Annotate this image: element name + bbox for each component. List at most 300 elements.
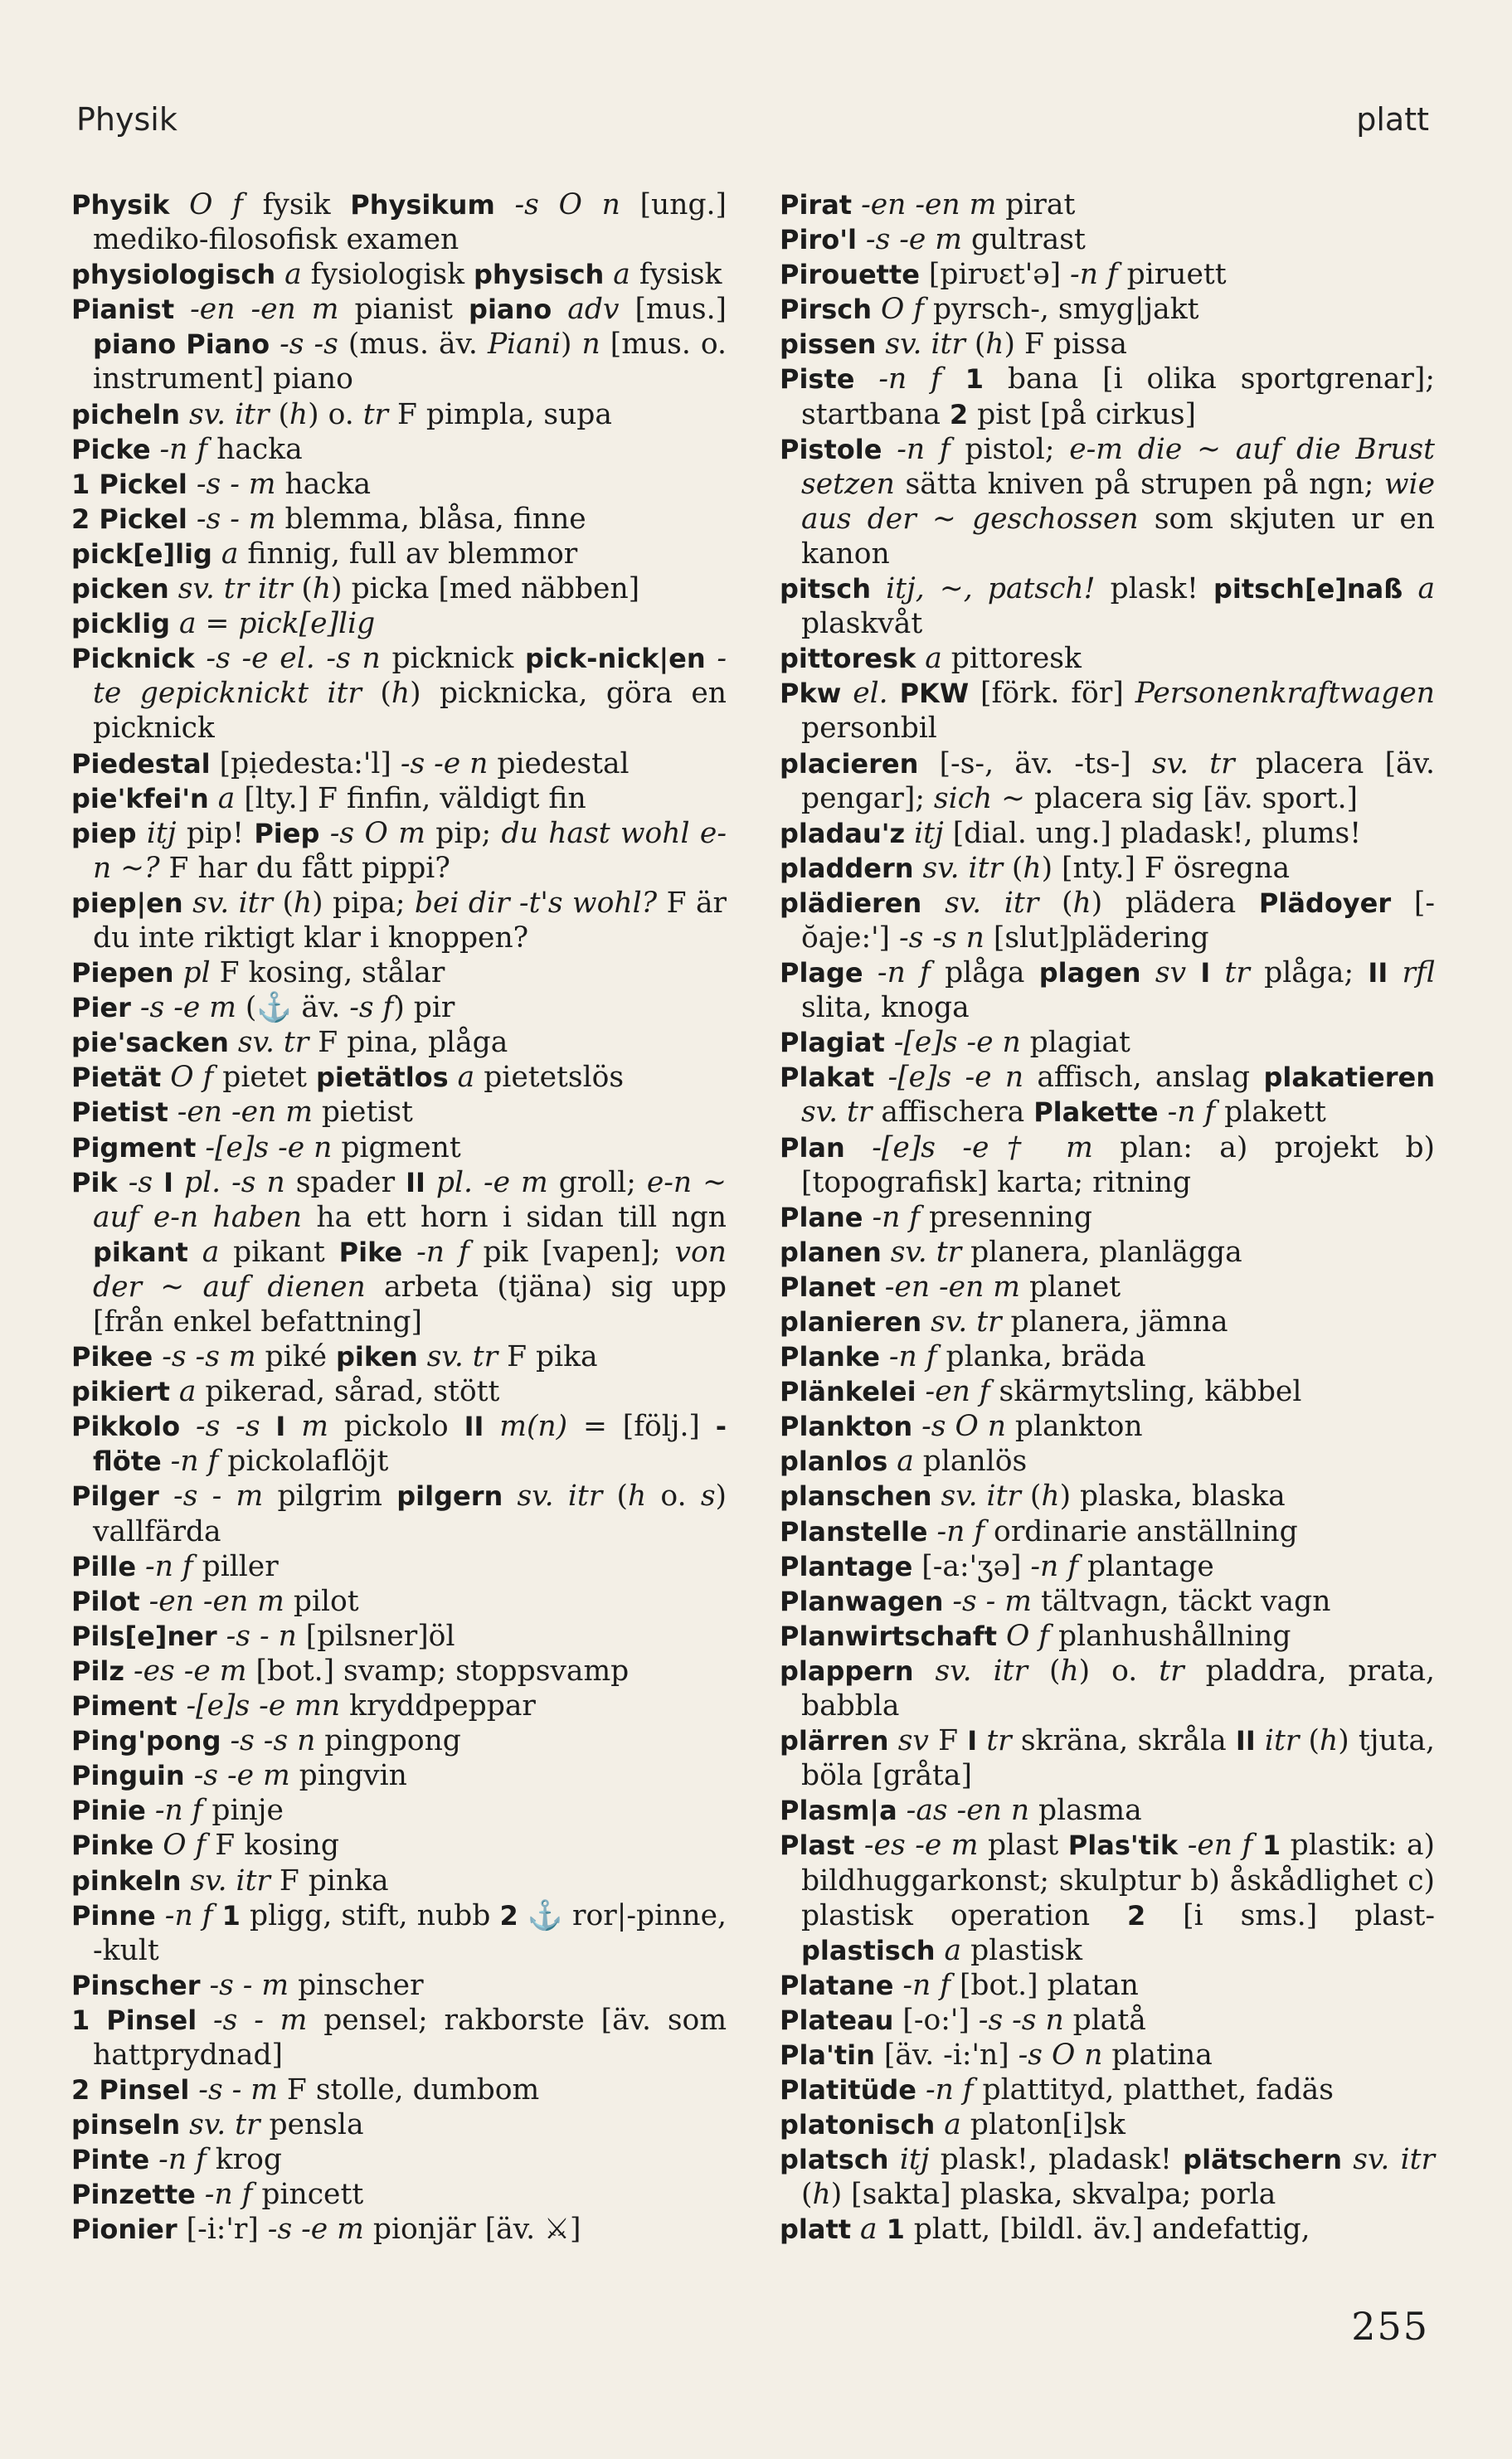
definition-text: F pinka xyxy=(270,1864,389,1898)
grammar-note: -s -s n xyxy=(978,2003,1064,2037)
headword: Picknick xyxy=(71,643,195,675)
grammar-note: -[e]s -e† m xyxy=(872,1130,1093,1164)
definition-text xyxy=(912,1410,921,1443)
definition-text: piruett xyxy=(1117,258,1227,292)
definition-text xyxy=(1388,956,1402,989)
definition-text: planka, bräda xyxy=(936,1340,1146,1374)
grammar-note: sv xyxy=(1155,956,1187,990)
definition-text: pionjär [äv. ⚔] xyxy=(363,2213,581,2247)
definition-text: pinscher xyxy=(289,1968,424,2002)
definition-text: [äv. -i:'n] xyxy=(874,2038,1019,2072)
grammar-note: -s -e el. -s n xyxy=(206,642,381,676)
definition-text: pietet xyxy=(213,1061,316,1095)
definition-text xyxy=(1186,956,1200,989)
definition-text: ( xyxy=(361,677,391,711)
definition-text: plask! xyxy=(1095,572,1213,606)
dictionary-entry xyxy=(71,467,727,502)
definition-text: ) [nty.] F ösregna xyxy=(1041,851,1291,885)
headword: pladau'z xyxy=(780,817,906,849)
headword: Plage xyxy=(780,957,863,989)
dictionary-entry xyxy=(780,1374,1435,1409)
grammar-note: el. xyxy=(853,677,888,711)
definition-text: affischera xyxy=(872,1096,1034,1130)
grammar-note: -n f xyxy=(145,1549,193,1583)
grammar-note: m(n) xyxy=(499,1410,568,1444)
definition-text xyxy=(1256,1724,1265,1757)
definition-text xyxy=(180,398,189,431)
definition-text: skärmytsling, käbbel xyxy=(989,1375,1302,1409)
definition-text xyxy=(916,642,925,675)
definition-text xyxy=(977,1724,986,1757)
grammar-note: -en -en m xyxy=(177,1096,313,1130)
grammar-note: -[e]s -e n xyxy=(205,1130,333,1164)
grammar-note: -en f xyxy=(925,1375,990,1409)
dictionary-entry xyxy=(71,1723,727,1758)
definition-text: bana [i olika sportgrenar]; startbana xyxy=(801,362,1435,431)
dictionary-entry xyxy=(71,1130,727,1165)
headword: Pinscher xyxy=(71,1969,201,2001)
definition-text: piedestal xyxy=(488,746,630,780)
definition-text: pip! xyxy=(176,816,255,850)
grammar-note: sv. itr xyxy=(941,1480,1021,1514)
definition-text: plasma xyxy=(1029,1794,1142,1828)
definition-text xyxy=(187,468,197,501)
grammar-note: O f xyxy=(163,1829,207,1863)
definition-text: (⚓ äv. xyxy=(236,991,350,1025)
headword: Pier xyxy=(71,992,131,1024)
definition-text xyxy=(921,887,945,920)
headword: platonisch xyxy=(780,2109,936,2141)
grammar-note: pl. -e m xyxy=(435,1165,548,1199)
definition-text xyxy=(402,1236,416,1269)
headword: Pinzette xyxy=(71,2179,196,2211)
headword: pikant xyxy=(93,1236,188,1268)
headword: pinseln xyxy=(71,2109,181,2141)
definition-text xyxy=(1178,1829,1188,1862)
headword: platt xyxy=(780,2214,852,2246)
definition-text xyxy=(878,2213,887,2246)
definition-text xyxy=(845,1131,872,1164)
definition-text xyxy=(118,1166,129,1199)
grammar-note: -s O n xyxy=(921,1410,1006,1444)
headword: II xyxy=(406,1166,425,1198)
headword: piano xyxy=(93,328,177,361)
definition-text xyxy=(503,1480,517,1513)
grammar-note: -s -e m xyxy=(267,2213,364,2247)
dictionary-entry xyxy=(71,1479,727,1548)
grammar-note: -s - n xyxy=(226,1619,297,1653)
grammar-note: tr xyxy=(1159,1654,1184,1688)
dictionary-entry xyxy=(780,1025,1435,1060)
definition-text: platon[i]sk xyxy=(960,2108,1125,2142)
grammar-note: a xyxy=(613,258,630,292)
running-header-left: Physik xyxy=(76,101,177,138)
definition-text: [mus.] xyxy=(619,293,727,327)
grammar-note: pl xyxy=(182,956,211,990)
dictionary-entry xyxy=(71,397,727,432)
definition-text xyxy=(1141,956,1155,989)
dictionary-entry xyxy=(71,1828,727,1863)
definition-text: ⚓ ror|-pinne, -kult xyxy=(93,1898,727,1967)
grammar-note: -n f xyxy=(204,2178,253,2212)
definition-text xyxy=(889,1724,898,1757)
dictionary-entry xyxy=(71,1898,727,1968)
headword: Plast xyxy=(780,1830,855,1862)
grammar-note: a xyxy=(1417,572,1436,606)
definition-text: affisch, anslag xyxy=(1023,1061,1264,1095)
headword: Pirat xyxy=(780,189,853,221)
headword: Pinie xyxy=(71,1795,146,1827)
grammar-note: h xyxy=(812,2178,831,2212)
headword: 2 Pinsel xyxy=(71,2074,190,2107)
headword: Ping'pong xyxy=(71,1725,221,1757)
definition-text xyxy=(212,537,221,571)
grammar-note: -n f xyxy=(416,1235,469,1269)
dictionary-entry xyxy=(780,1723,1435,1793)
dictionary-entry xyxy=(780,676,1435,746)
dictionary-entry xyxy=(780,187,1435,222)
definition-text: pingvin xyxy=(289,1759,407,1793)
definition-text xyxy=(151,433,160,466)
dictionary-entry xyxy=(780,327,1435,362)
definition-text xyxy=(124,1655,134,1688)
definition-text: ) o. xyxy=(308,397,363,431)
right-column xyxy=(780,187,1435,2248)
definition-text xyxy=(1210,956,1224,989)
definition-text: pilgrim xyxy=(263,1480,397,1514)
grammar-note: von der ~ auf dienen xyxy=(93,1235,727,1304)
headword: I xyxy=(967,1725,978,1757)
definition-text xyxy=(887,1445,897,1478)
headword: planschen xyxy=(780,1480,932,1513)
dictionary-entry xyxy=(71,432,727,467)
headword: piano xyxy=(469,294,552,326)
definition-text: [-a:'ʒə] xyxy=(912,1549,1031,1583)
dictionary-entry xyxy=(71,816,727,886)
dictionary-entry xyxy=(780,1968,1435,2003)
headword: 1 xyxy=(221,1899,241,1932)
definition-text: placera sig [äv. sport.] xyxy=(1025,781,1358,815)
definition-text: ( xyxy=(1002,851,1023,885)
headword: PKW xyxy=(899,678,970,710)
grammar-note: a xyxy=(860,2213,878,2247)
definition-text xyxy=(169,572,178,605)
definition-text xyxy=(180,1410,196,1443)
dictionary-entry xyxy=(780,1270,1435,1305)
definition-text: F xyxy=(928,1724,968,1758)
definition-text: F pimpla, supa xyxy=(388,397,612,431)
headword: Planet xyxy=(780,1271,876,1303)
dictionary-entry xyxy=(71,990,727,1025)
definition-text: planet xyxy=(1020,1270,1121,1304)
definition-text xyxy=(187,503,197,536)
grammar-note: m xyxy=(301,1410,328,1444)
headword: pilgern xyxy=(396,1480,503,1513)
grammar-note: -s -s n xyxy=(899,921,985,955)
grammar-note: tr xyxy=(362,397,389,431)
grammar-note: adv xyxy=(567,293,620,327)
headword: plärren xyxy=(780,1725,889,1757)
dictionary-entry xyxy=(780,1444,1435,1479)
grammar-note: -n f xyxy=(936,1514,985,1548)
headword: Piedestal xyxy=(71,747,211,780)
definition-text: pietetslös xyxy=(474,1061,625,1095)
definition-text xyxy=(876,328,885,361)
grammar-note: e-m die ~ auf die Brust setzen xyxy=(801,432,1435,501)
dictionary-entry xyxy=(71,606,727,641)
definition-text: ) [sakta] plaska, skvalpa; porla xyxy=(830,2178,1276,2212)
definition-text xyxy=(156,1899,165,1932)
definition-text: [i sms.] plast- xyxy=(1145,1898,1435,1932)
grammar-note: -n f xyxy=(154,1794,203,1828)
definition-text: gultrast xyxy=(962,223,1086,257)
definition-text: pincett xyxy=(252,2178,364,2212)
headword: 1 Pinsel xyxy=(71,2004,197,2036)
grammar-note: h xyxy=(289,397,309,431)
headword: Pinte xyxy=(71,2144,150,2176)
definition-text xyxy=(174,956,183,989)
grammar-note: itj, ~, patsch! xyxy=(886,572,1096,606)
grammar-note: -n f xyxy=(164,1898,213,1932)
headword: Piano xyxy=(186,328,270,361)
grammar-note: Personenkraftwagen xyxy=(1135,677,1436,711)
grammar-note: sv. itr xyxy=(935,1654,1028,1688)
definition-text: platt, [bildl. äv.] andefattig, xyxy=(904,2213,1310,2247)
definition-text: presenning xyxy=(920,1200,1092,1234)
dictionary-entry xyxy=(780,2142,1435,2212)
definition-text: piké xyxy=(255,1340,336,1374)
definition-text xyxy=(893,1969,902,2002)
headword: 1 xyxy=(886,2214,905,2246)
grammar-note: wie aus der ~ geschossen xyxy=(801,467,1435,536)
definition-text xyxy=(185,1759,194,1792)
headword: Pilger xyxy=(71,1480,159,1513)
dictionary-entry xyxy=(780,1060,1435,1130)
definition-text: plan: a) projekt b) [topografisk] karta; ritning xyxy=(801,1130,1435,1199)
definition-text: krog xyxy=(206,2143,283,2177)
definition-text: F stolle, dumbom xyxy=(277,2073,540,2107)
headword: Platane xyxy=(780,1969,894,2001)
headword: Pikkolo xyxy=(71,1411,181,1443)
headword: platsch xyxy=(780,2144,889,2176)
definition-text: ) xyxy=(561,328,582,362)
grammar-note: -n f xyxy=(878,362,941,396)
definition-text: plastik: a) bildhuggarkonst; skulptur b) åskådlighet c) plastisk operation xyxy=(801,1829,1436,1932)
definition-text xyxy=(706,642,717,675)
grammar-note: -[e]s -e n xyxy=(887,1061,1024,1095)
grammar-note: sv. tr xyxy=(931,1305,1002,1339)
headword: pladdern xyxy=(780,852,914,884)
definition-text: ( xyxy=(1299,1724,1320,1758)
definition-text: pirat xyxy=(996,188,1076,221)
definition-text: [bot.] svamp; stoppsvamp xyxy=(246,1654,630,1688)
definition-text xyxy=(270,328,280,361)
headword: plappern xyxy=(780,1655,914,1687)
definition-text xyxy=(935,2108,944,2141)
headword: physiologisch xyxy=(71,259,276,291)
dictionary-entry xyxy=(71,1654,727,1689)
definition-text xyxy=(136,817,146,850)
grammar-note: sv. tr xyxy=(189,2108,260,2142)
grammar-note: -s - m xyxy=(173,1480,264,1514)
definition-text xyxy=(174,293,190,326)
definition-text: spader xyxy=(284,1165,406,1199)
dictionary-entry xyxy=(71,1758,727,1793)
definition-text xyxy=(863,1201,873,1234)
definition-text xyxy=(213,1899,222,1932)
dictionary-entry xyxy=(780,816,1435,851)
definition-text xyxy=(260,1410,276,1443)
definition-text xyxy=(1252,1829,1262,1862)
definition-text: pist [på cirkus] xyxy=(968,397,1197,431)
definition-text: ( xyxy=(292,572,313,606)
grammar-note: O f xyxy=(880,293,924,327)
definition-text: ) vallfärda xyxy=(93,1480,727,1548)
grammar-note: itj xyxy=(899,2143,930,2177)
definition-text xyxy=(449,1061,458,1094)
dictionary-entry xyxy=(71,502,727,537)
definition-text xyxy=(217,1620,226,1653)
definition-text: ) pipa; xyxy=(312,886,415,920)
definition-text: pittoresk xyxy=(941,642,1082,676)
definition-text: pensel; rakborste [äv. som hattprydnad] xyxy=(93,2003,727,2072)
definition-text: planlös xyxy=(913,1445,1028,1479)
definition-text: personbil xyxy=(801,712,937,746)
dictionary-entry xyxy=(71,1165,727,1339)
definition-text xyxy=(136,1550,145,1583)
definition-text xyxy=(140,1585,149,1618)
grammar-note: -s - m xyxy=(209,1968,289,2002)
definition-text: fysisk xyxy=(630,258,722,292)
grammar-note: a xyxy=(897,1445,914,1479)
headword: piken xyxy=(335,1341,418,1373)
dictionary-entry xyxy=(780,2107,1435,2142)
headword: Pik xyxy=(71,1166,118,1198)
definition-text: ) plaska, blaska xyxy=(1059,1480,1286,1514)
headword: Platitüde xyxy=(780,2074,916,2107)
dictionary-entry xyxy=(71,2177,727,2212)
definition-text: kryddpeppar xyxy=(340,1689,536,1723)
definition-text xyxy=(916,1375,926,1408)
definition-text: plakett xyxy=(1215,1096,1326,1130)
grammar-note: e-n ~ auf e-n haben xyxy=(93,1165,727,1234)
definition-text xyxy=(168,1096,177,1129)
dictionary-entry xyxy=(71,187,727,257)
grammar-note: sv. itr xyxy=(885,328,965,362)
definition-text: planhushållning xyxy=(1049,1619,1291,1653)
grammar-note: rfl xyxy=(1402,956,1436,990)
definition-text xyxy=(914,1655,936,1688)
definition-text xyxy=(943,1585,952,1618)
headword: Pikee xyxy=(71,1341,153,1373)
grammar-note: -[e]s -e mn xyxy=(186,1689,341,1723)
running-header-right: platt xyxy=(1356,101,1429,138)
grammar-note: a xyxy=(178,1375,197,1409)
headword: placieren xyxy=(780,747,919,780)
definition-text: pyrsch-, smyg|jakt xyxy=(924,293,1199,327)
grammar-note: -en -en m xyxy=(884,1270,1021,1304)
dictionary-entry xyxy=(780,222,1435,257)
grammar-note: sv. itr xyxy=(945,886,1039,920)
definition-text xyxy=(275,258,284,291)
grammar-note: -n f xyxy=(1070,258,1118,292)
grammar-note: a = pick[e]lig xyxy=(178,607,376,641)
definition-text: pikerad, sårad, stött xyxy=(196,1375,500,1409)
dictionary-entry xyxy=(780,257,1435,292)
headword: I xyxy=(1200,957,1211,989)
grammar-note: -s f xyxy=(349,991,394,1025)
definition-text xyxy=(197,2004,213,2037)
headword: plagen xyxy=(1038,957,1141,989)
definition-text xyxy=(153,1829,163,1862)
definition-text: piller xyxy=(192,1549,279,1583)
definition-text: plagiat xyxy=(1020,1026,1130,1060)
definition-text xyxy=(170,1375,179,1408)
definition-text xyxy=(153,1340,162,1373)
headword: Pigment xyxy=(71,1131,197,1164)
grammar-note: a xyxy=(925,642,942,676)
grammar-note: a xyxy=(457,1061,475,1095)
definition-text xyxy=(131,991,140,1024)
definition-text: [pirυɛt'ə] xyxy=(919,258,1071,292)
definition-text: ) picknicka, göra en picknick xyxy=(93,677,727,746)
headword: Pla'tin xyxy=(780,2039,875,2071)
headword: Pilot xyxy=(71,1585,140,1617)
definition-text: ( xyxy=(1038,886,1073,920)
headword: pinkeln xyxy=(71,1864,182,1897)
headword: pikiert xyxy=(71,1376,170,1408)
definition-text: ) pir xyxy=(393,991,455,1025)
headword: planen xyxy=(780,1236,882,1268)
definition-text: plast xyxy=(978,1829,1068,1863)
grammar-note: sv. tr xyxy=(237,1026,309,1060)
dictionary-entry xyxy=(71,2073,727,2107)
grammar-note: sv. tr xyxy=(801,1096,873,1130)
headword: -flöte xyxy=(93,1411,727,1478)
definition-text: plantage xyxy=(1078,1549,1214,1583)
definition-text: ( xyxy=(269,397,289,431)
dictionary-entry xyxy=(780,1339,1435,1374)
grammar-note: -s O m xyxy=(329,816,425,850)
headword: plastisch xyxy=(801,1934,936,1966)
headword: Pinne xyxy=(71,1899,156,1932)
grammar-note: -s - m xyxy=(952,1584,1032,1618)
headword: pick-nick|en xyxy=(525,643,706,675)
headword: picklig xyxy=(71,608,170,640)
definition-text: ) F pissa xyxy=(1004,328,1127,362)
definition-text xyxy=(1159,1096,1168,1129)
headword: Plantage xyxy=(780,1550,913,1582)
headword: Picke xyxy=(71,433,151,465)
definition-text xyxy=(153,1166,163,1199)
headword: pitsch[e]naß xyxy=(1213,573,1403,605)
grammar-note: -s xyxy=(128,1165,153,1199)
grammar-note: h xyxy=(1072,886,1091,920)
headword: plädieren xyxy=(780,887,922,919)
dictionary-entry xyxy=(71,1619,727,1654)
dictionary-entry xyxy=(71,2212,727,2247)
dictionary-entry xyxy=(780,1584,1435,1619)
definition-text: ) picka [med näbben] xyxy=(331,572,640,606)
grammar-note: tr xyxy=(1224,956,1250,990)
headword: Planwirtschaft xyxy=(780,1620,998,1652)
headword: pissen xyxy=(780,328,877,361)
grammar-note: -s -s xyxy=(280,328,338,362)
definition-text: pinje xyxy=(202,1794,284,1828)
grammar-note: sich ~ xyxy=(933,781,1026,815)
grammar-note: a xyxy=(284,258,302,292)
headword: Plateau xyxy=(780,2004,894,2036)
